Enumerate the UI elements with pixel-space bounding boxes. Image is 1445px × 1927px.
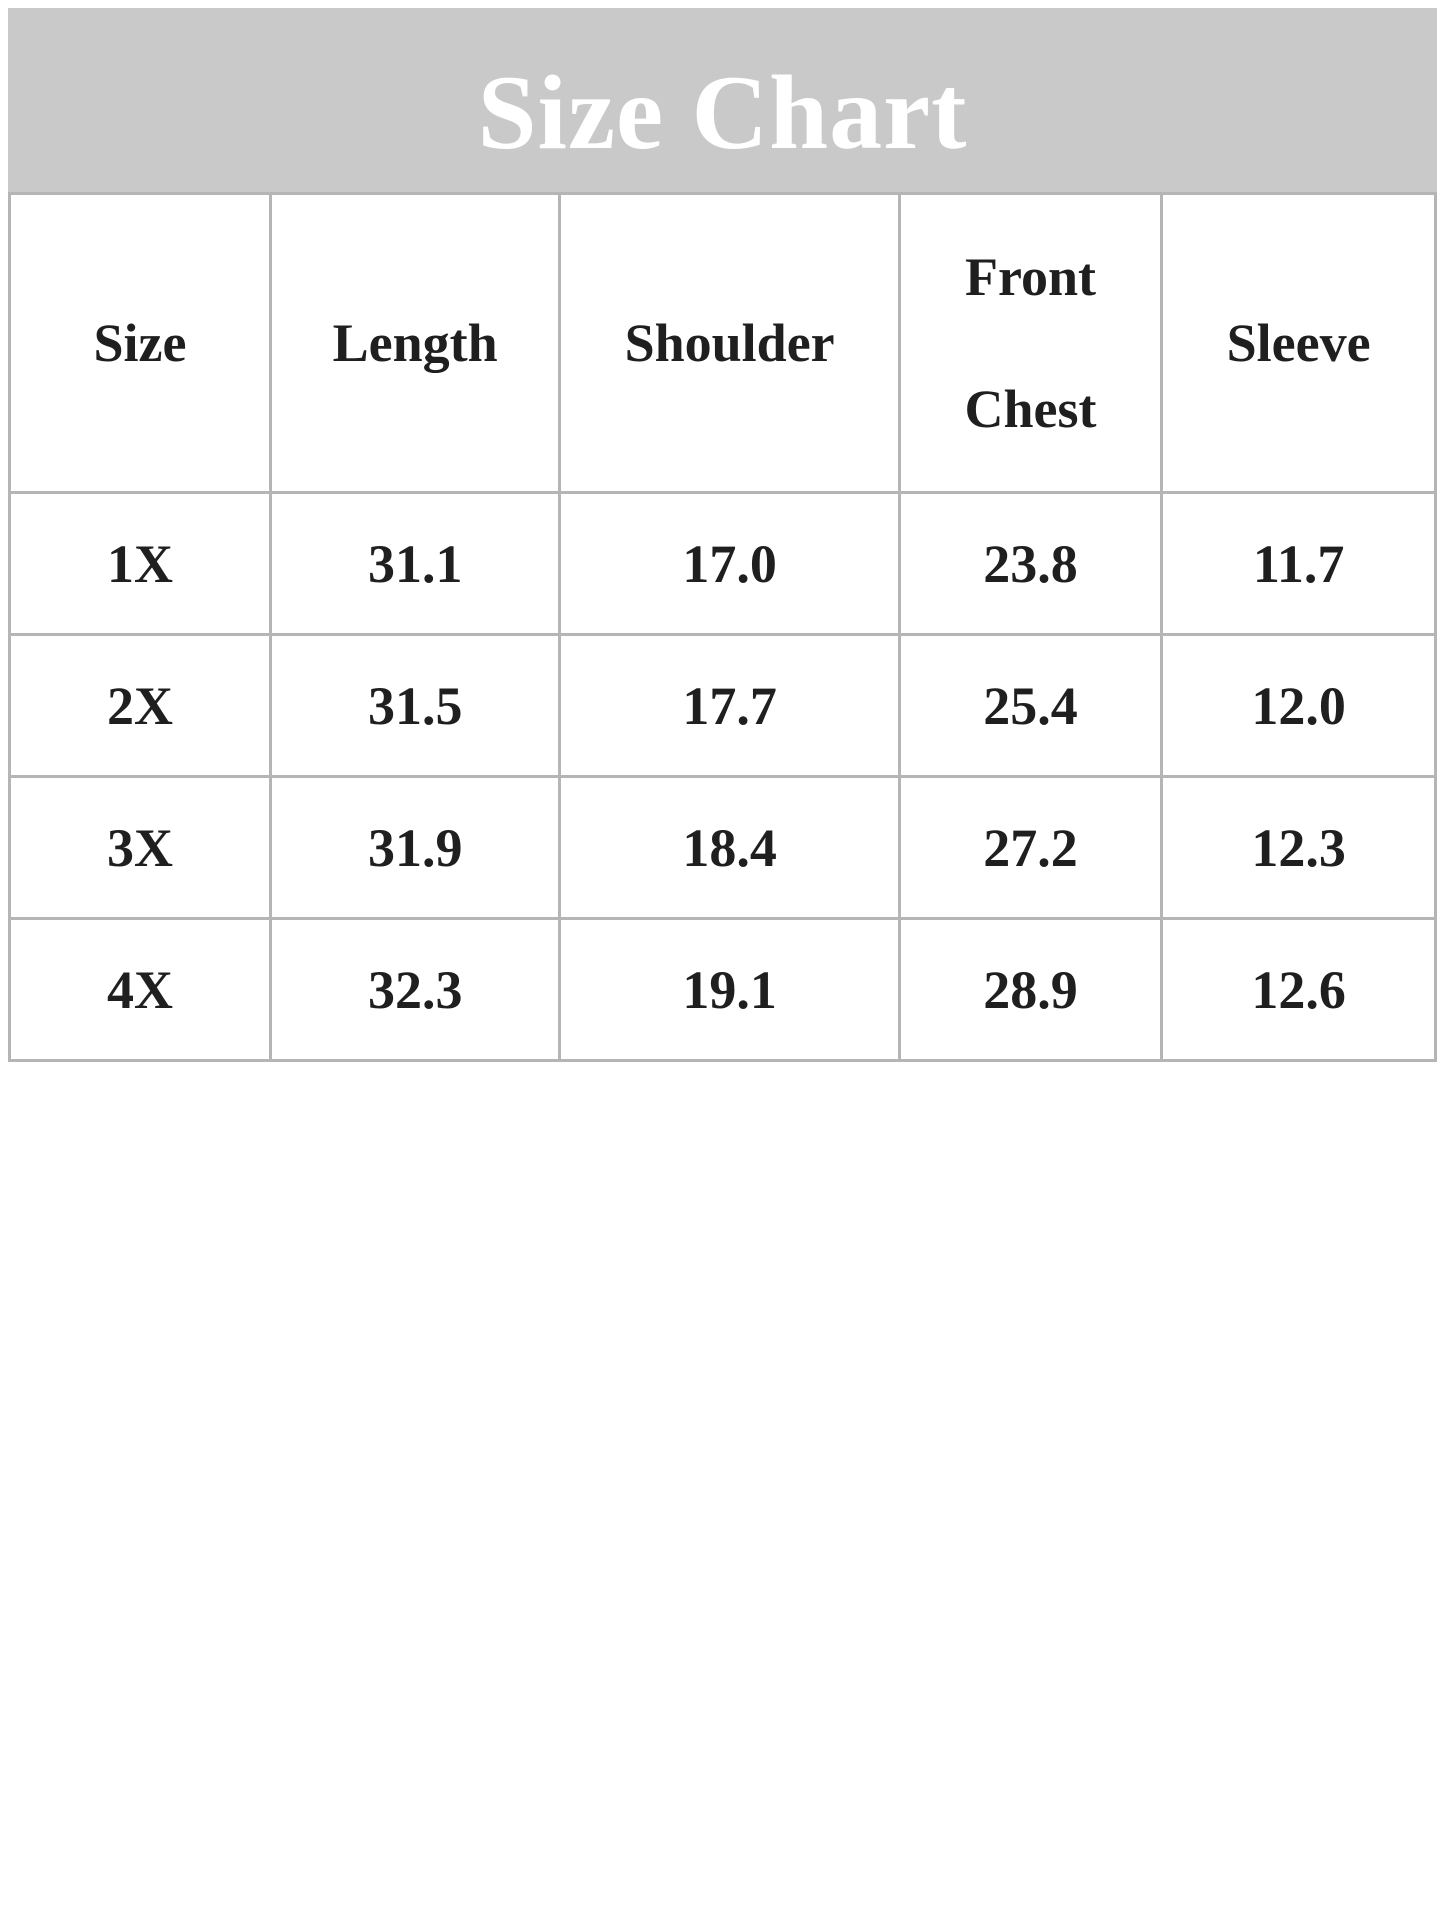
table-row-3x <box>10 777 1436 919</box>
header-cell-sleeve: Sleeve <box>1162 194 1436 493</box>
cell-value: 31.9 <box>270 777 559 919</box>
cell-value: 17.0 <box>560 493 899 635</box>
table-row-2x <box>10 635 1436 777</box>
cell-value: 19.1 <box>560 919 899 1061</box>
cell-value: 18.4 <box>560 777 899 919</box>
cell-value: 12.0 <box>1162 635 1436 777</box>
table-row-1x <box>10 493 1436 635</box>
cell-value: 27.2 <box>899 777 1161 919</box>
cell-value: 32.3 <box>270 919 559 1061</box>
cell-value: 12.6 <box>1162 919 1436 1061</box>
cell-value: 31.5 <box>270 635 559 777</box>
header-cell-size: Size <box>10 194 271 493</box>
cell-value: 25.4 <box>899 635 1161 777</box>
cell-size: 3X <box>10 777 271 919</box>
cell-value: 31.1 <box>270 493 559 635</box>
header-cell-front-chest: Front Chest <box>899 194 1161 493</box>
header-row <box>10 194 1436 493</box>
cell-value: 11.7 <box>1162 493 1436 635</box>
cell-size: 1X <box>10 493 271 635</box>
cell-value: 17.7 <box>560 635 899 777</box>
page-title: Size Chart <box>477 54 968 171</box>
size-chart-banner <box>8 8 1437 192</box>
cell-size: 4X <box>10 919 271 1061</box>
cell-value: 12.3 <box>1162 777 1436 919</box>
table-row-4x <box>10 919 1436 1061</box>
header-cell-shoulder: Shoulder <box>560 194 899 493</box>
size-chart-table <box>8 192 1437 1062</box>
size-chart-sheet <box>8 8 1437 1062</box>
cell-size: 2X <box>10 635 271 777</box>
cell-value: 23.8 <box>899 493 1161 635</box>
header-cell-length: Length <box>270 194 559 493</box>
cell-value: 28.9 <box>899 919 1161 1061</box>
